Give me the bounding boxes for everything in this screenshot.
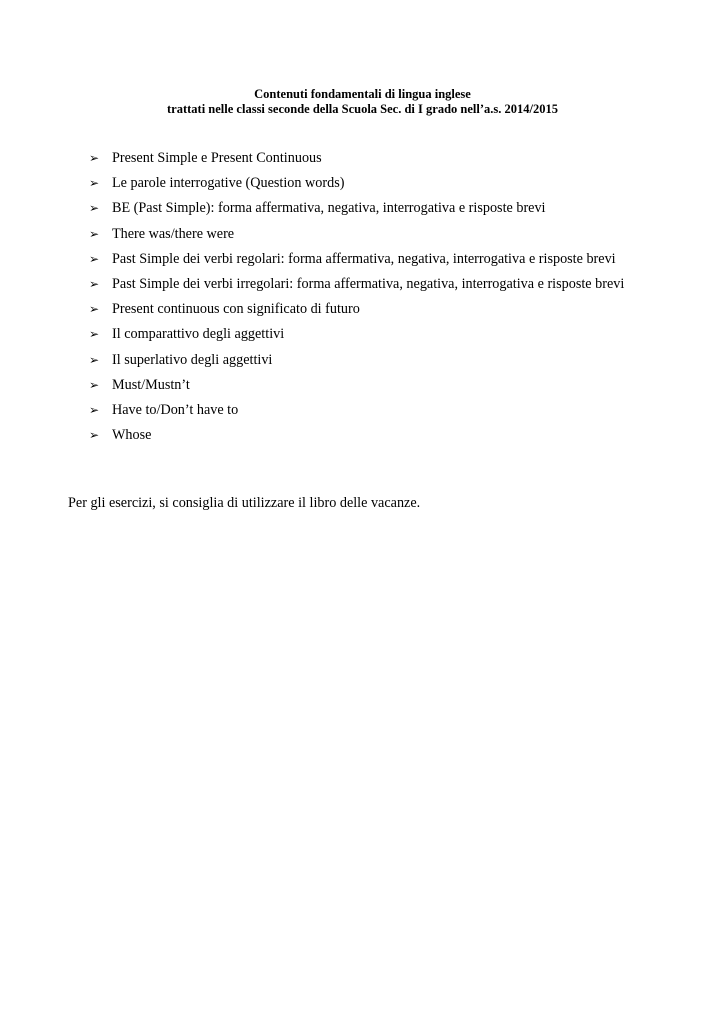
list-item-text: Present continuous con significato di futuro bbox=[112, 301, 360, 318]
exercise-note: Per gli esercizi, si consiglia di utilizzare il libro delle vacanze. bbox=[68, 495, 421, 511]
list-item bbox=[89, 171, 624, 196]
arrow-bullet-icon: ➢ bbox=[89, 377, 100, 392]
list-item bbox=[89, 423, 624, 448]
list-item-text: Le parole interrogative (Question words) bbox=[112, 175, 345, 192]
list-item bbox=[89, 322, 624, 347]
list-item-text: There was/there were bbox=[112, 225, 235, 242]
list-item bbox=[89, 146, 624, 171]
list-item bbox=[89, 196, 624, 221]
list-item-text: Past Simple dei verbi regolari: forma affermativa, negativa, interrogativa e risposte brevi bbox=[112, 250, 616, 267]
list-item-text: Whose bbox=[112, 427, 152, 444]
arrow-bullet-icon: ➢ bbox=[89, 352, 100, 367]
list-item-text: Present Simple e Present Continuous bbox=[112, 150, 322, 166]
arrow-bullet-icon: ➢ bbox=[89, 428, 100, 443]
list-item bbox=[89, 398, 624, 423]
list-item-text: Il superlativo degli aggettivi bbox=[112, 351, 273, 368]
arrow-bullet-icon: ➢ bbox=[89, 277, 100, 292]
list-item-text: BE (Past Simple): forma affermativa, negativa, interrogativa e risposte brevi bbox=[112, 200, 546, 217]
list-item bbox=[89, 222, 624, 247]
arrow-bullet-icon: ➢ bbox=[89, 151, 100, 165]
title-line-2: trattati nelle classi seconde della Scuola Sec. di I grado nell’a.s. 2014/2015 bbox=[167, 102, 558, 116]
list-item-text: Have to/Don’t have to bbox=[112, 402, 239, 419]
list-item bbox=[89, 373, 624, 398]
list-item-text: Past Simple dei verbi irregolari: forma affermativa, negativa, interrogativa e risposte brevi bbox=[112, 276, 625, 293]
topic-list bbox=[89, 146, 624, 448]
list-item bbox=[89, 272, 624, 297]
arrow-bullet-icon: ➢ bbox=[89, 201, 100, 216]
arrow-bullet-icon: ➢ bbox=[89, 226, 100, 241]
list-item bbox=[89, 297, 624, 322]
arrow-bullet-icon: ➢ bbox=[89, 176, 100, 191]
title-line-1: Contenuti fondamentali di lingua inglese bbox=[254, 87, 471, 101]
document-header bbox=[0, 87, 725, 117]
list-item bbox=[89, 348, 624, 373]
arrow-bullet-icon: ➢ bbox=[89, 302, 100, 317]
list-item-text: Must/Mustn’t bbox=[112, 376, 190, 393]
list-item bbox=[89, 247, 624, 272]
arrow-bullet-icon: ➢ bbox=[89, 403, 100, 418]
arrow-bullet-icon: ➢ bbox=[89, 251, 100, 266]
arrow-bullet-icon: ➢ bbox=[89, 327, 100, 342]
list-item-text: Il comparattivo degli aggettivi bbox=[112, 326, 285, 343]
